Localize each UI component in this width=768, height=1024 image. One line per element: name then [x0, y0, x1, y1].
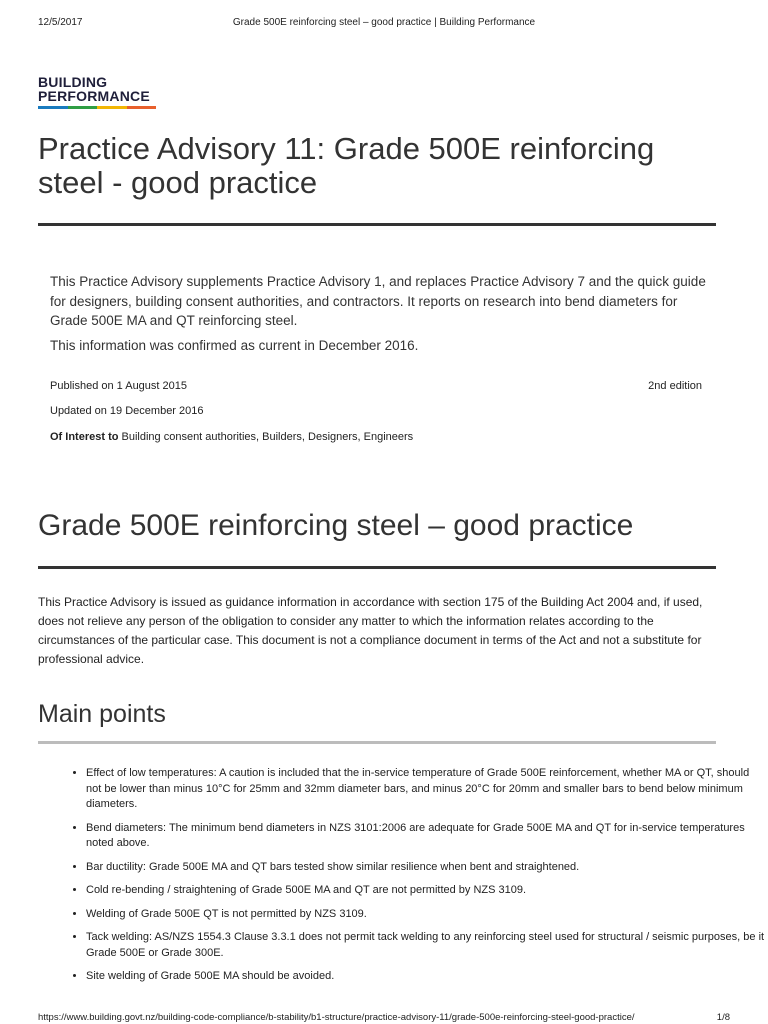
list-item: • Site welding of Grade 500E MA should be avoided.: [86, 969, 766, 985]
main-points-list: [38, 766, 766, 993]
main-points-divider: [38, 741, 716, 744]
updated-date: Updated on 19 December 2016: [50, 405, 204, 417]
intro-summary: [50, 272, 710, 360]
logo-stripe-orange: [127, 106, 157, 109]
edition-label: 2nd edition: [648, 380, 702, 392]
title-divider: [38, 223, 716, 226]
logo-stripe-yellow: [97, 106, 127, 109]
intro-currency-note: This information was confirmed as current in December 2016.: [50, 337, 419, 353]
disclaimer-text: This Practice Advisory is issued as guidance information in accordance with section 175 of the Building Act 2004 and, if used, does not relieve any person of the obligation to consider any matter to which the information relates according to the circumstances of the particular case. This document is not a compliance document in terms of the Act and not a substitute for professional advice.: [38, 595, 703, 666]
audience-value: Building consent authorities, Builders, Designers, Engineers: [121, 431, 414, 443]
logo-stripe-blue: [38, 106, 68, 109]
section-divider: [38, 566, 716, 569]
list-item: • Cold re-bending / straightening of Grade 500E MA and QT are not permitted by NZS 3109.: [86, 883, 766, 899]
print-date: 12/5/2017: [38, 17, 83, 28]
list-item: • Tack welding: AS/NZS 1554.3 Clause 3.3.1 does not permit tack welding to any reinforcing steel used for structural / seismic purposes, be it Grade 500E or Grade 300E.: [86, 930, 766, 961]
logo-stripe-green: [68, 106, 98, 109]
print-header: [38, 17, 730, 31]
page-number: 1/8: [716, 1012, 730, 1023]
list-item: • Welding of Grade 500E QT is not permitted by NZS 3109.: [86, 907, 766, 923]
list-item: • Bend diameters: The minimum bend diameters in NZS 3101:2006 are adequate for Grade 500E MA and QT for in-service temperatures noted above.: [86, 821, 766, 852]
page-title: Practice Advisory 11: Grade 500E reinforcing steel - good practice: [38, 131, 655, 200]
intro-paragraph: This Practice Advisory supplements Practice Advisory 1, and replaces Practice Advisory 7 and the quick guide for designers, building consent authorities, and contractors. It reports on research into bend diameters for Grade 500E MA and QT reinforcing steel.: [50, 274, 706, 328]
published-date: Published on 1 August 2015: [50, 380, 188, 392]
section-heading: Grade 500E reinforcing steel – good practice: [38, 509, 634, 542]
logo-stripe: [38, 106, 156, 109]
logo-line1: BUILDING: [38, 74, 108, 90]
logo-line2: PERFORMANCE: [38, 88, 150, 104]
list-item: • Bar ductility: Grade 500E MA and QT bars tested show similar resilience when bent and straightened.: [86, 860, 766, 876]
print-page-title: Grade 500E reinforcing steel – good practice | Building Performance: [232, 17, 536, 28]
list-item: • Effect of low temperatures: A caution is included that the in-service temperature of Grade 500E reinforcement, whether MA or QT, should not be lower than minus 10°C for 25mm and 32mm diameter bars, and minus 20°C for 20mm and smaller bars to bend below minimum diameters.: [86, 766, 766, 813]
building-performance-logo[interactable]: [38, 75, 156, 109]
audience-line: [50, 431, 413, 443]
page-url[interactable]: https://www.building.govt.nz/building-code-compliance/b-stability/b1-structure/practice-advisory-11/grade-500e-reinforcing-steel-good-practice/: [38, 1012, 635, 1023]
audience-label: Of Interest to: [50, 431, 119, 443]
main-points-heading: Main points: [38, 700, 166, 728]
